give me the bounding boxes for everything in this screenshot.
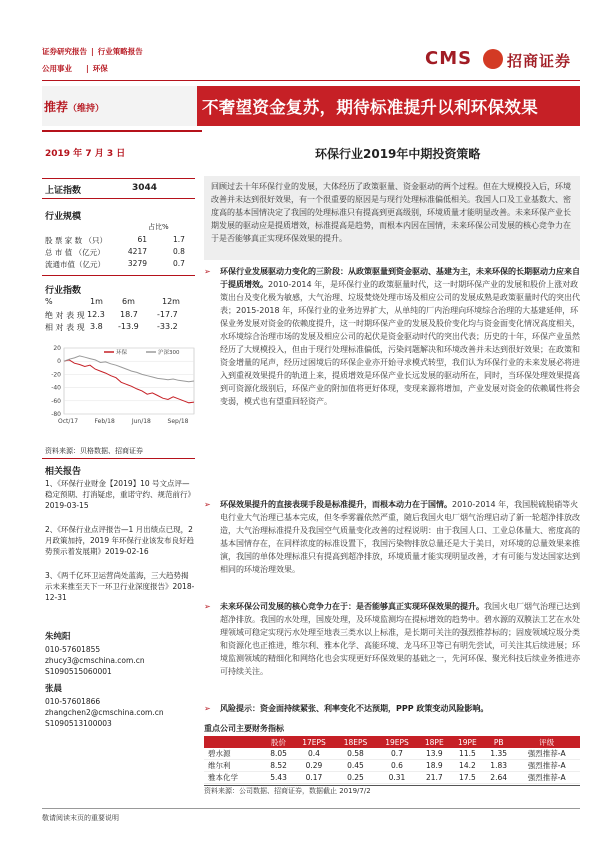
analyst-name: 张晨 xyxy=(45,684,63,694)
report-date: 2019 年 7 月 3 日 xyxy=(45,149,126,159)
rating-note: （维持） xyxy=(68,104,105,114)
perf-row-label: 绝 对 表 现 xyxy=(45,311,85,320)
table-cell: 0.7 xyxy=(376,748,418,760)
table-cell: 13.9 xyxy=(418,748,451,760)
bullet-paragraph-2 xyxy=(204,498,580,576)
chart-source: 资料来源：贝格数据、招商证券 xyxy=(45,447,143,455)
logo-cn-text: 招商证券 xyxy=(507,52,572,70)
scale-row-label: 股 票 家 数 （只） xyxy=(45,236,108,245)
sidebar-divider xyxy=(42,458,195,459)
related-report-3[interactable]: 3、《两千亿环卫运营尚处蓝海，三大趋势揭示未来推至天下一环卫行业深度报告》2018-12-31 xyxy=(45,571,195,602)
sidebar-divider xyxy=(42,198,195,199)
arrow-bullet-icon: ➢ xyxy=(204,704,211,713)
table-cell: 8.05 xyxy=(264,748,293,760)
perf-head-12m: 12m xyxy=(162,297,180,306)
arrow-bullet-icon: ➢ xyxy=(204,267,211,276)
table-header: PB xyxy=(484,736,513,748)
table-cell: 1.35 xyxy=(484,748,513,760)
perf-row-value: -33.2 xyxy=(157,322,178,331)
related-title: 相关报告 xyxy=(45,467,82,477)
performance-chart xyxy=(42,340,197,432)
analyst-email[interactable]: zhangchen2@cmschina.com.cn xyxy=(45,708,164,717)
table-cell: 21.7 xyxy=(418,772,451,784)
bullet-paragraph-1 xyxy=(204,265,580,408)
x-tick-label: Oct/17 xyxy=(57,418,79,425)
scale-row-label: 总 市 值 （亿元） xyxy=(45,248,105,257)
arrow-bullet-icon: ➢ xyxy=(204,602,211,611)
logo-cms-text: CMS xyxy=(425,48,473,69)
table-header: 18EPS xyxy=(335,736,377,748)
bullet-1-text: 2010-2014 年，是环保行业的政策驱量时代，这一时期环保产业的发展和股价上涨对政策出台及变化极为敏感，大气治理、垃圾焚烧处理市场及相应公司的发展成熟是政策驱量时代的突出代表；2015-2018 年，环保行业的业务边界扩大，从单纯的厂内治理向环境综合治理的大基建延伸，环保业务发展对资金的依赖度提升，这一时期环保产业的发展及股价变化均与资金面变化情况高度相关，水环境综合治理市场的发展及相应公司的起伏是资金驱动时代的突出代表；历史的十年，环保产业虽然经历了大规模投入，但由于现行处理标准偏低，污染问题解决和环境改善并未达到很好效果；在政策和资金增量的尾声，经历过困境后的环保企业亦开始寻求模式转型，我们认为环保行业的未来发展必将进入到重视效果提升的轨道上来，提质增效是环保产业长远发展的驱动所在，同时，当环保处理效果提高到可资源化级别后，环保产业的附加值将更好体现，变现来源将增加，产业发展对资金的依赖属性将会变弱，模式也有望重回轻资产。 xyxy=(220,280,580,406)
y-tick-label: -80 xyxy=(51,411,61,418)
bullet-3-heading: 未来环保公司发展的核心竞争力在于：是否能够真正实现环保效果的提升。 xyxy=(220,602,484,611)
perf-row-value: 18.7 xyxy=(120,310,138,319)
table-header xyxy=(204,736,264,748)
table-header: 17EPS xyxy=(293,736,335,748)
scale-pct-header: 占比% xyxy=(148,223,169,231)
legend-label: 沪深300 xyxy=(158,350,180,356)
perf-title: 行业指数 xyxy=(45,286,82,296)
y-tick-label: -40 xyxy=(51,384,61,392)
bullet-paragraph-4 xyxy=(204,702,580,715)
scale-row-pct: 1.7 xyxy=(173,235,185,244)
table-cell: 0.17 xyxy=(293,772,335,784)
table-cell: 强烈推荐-A xyxy=(513,760,580,772)
analyst-email[interactable]: zhucy3@cmschina.com.cn xyxy=(45,656,145,665)
scale-row-value: 61 xyxy=(137,235,147,244)
report-subtitle: 环保行业2019年中期投资策略 xyxy=(315,147,481,161)
tag-research-report: 证券研究报告 xyxy=(42,47,87,56)
y-tick-label: -60 xyxy=(51,397,61,405)
sector-tags: 公用事业 | 环保 xyxy=(42,64,108,73)
y-tick-label: 0 xyxy=(57,358,61,366)
sidebar-divider xyxy=(42,275,195,276)
table-cell: 0.58 xyxy=(335,748,377,760)
chart-frame xyxy=(64,348,194,414)
analyst-cert: S1090513100003 xyxy=(45,719,112,728)
perf-head-1m: 1m xyxy=(90,297,103,306)
risk-warning: 风险提示：资金面持续紧张、利率变化不达预期，PPP 政策变动风险影响。 xyxy=(220,704,489,713)
x-tick-label: Feb/18 xyxy=(94,418,115,425)
table-cell: 0.4 xyxy=(293,748,335,760)
table-cell: 2.64 xyxy=(484,772,513,784)
cms-logo xyxy=(425,46,580,74)
rating-label xyxy=(42,86,197,126)
perf-head-6m: 6m xyxy=(122,297,135,306)
y-tick-label: 20 xyxy=(53,345,61,352)
table-row xyxy=(204,748,580,760)
series-line-huanbao xyxy=(64,360,194,403)
table-cell: 0.29 xyxy=(293,760,335,772)
table-cell: 8.52 xyxy=(264,760,293,772)
footer-disclaimer[interactable]: 敬请阅读末页的重要说明 xyxy=(42,814,119,822)
table-row xyxy=(204,760,580,772)
perf-row-value: -13.9 xyxy=(118,322,139,331)
scale-row-value: 4217 xyxy=(127,247,147,256)
table-title: 重点公司主要财务指标 xyxy=(204,724,284,733)
table-header-row xyxy=(204,736,580,748)
perf-head-unit: % xyxy=(45,297,53,306)
tag-environment: 环保 xyxy=(92,64,108,73)
date-divider xyxy=(42,130,202,132)
table-header: 19EPS xyxy=(376,736,418,748)
financial-table xyxy=(204,736,580,784)
scale-row-pct: 0.8 xyxy=(173,247,185,256)
table-cell: 14.2 xyxy=(451,760,484,772)
scale-row-value: 3279 xyxy=(127,259,147,268)
table-cell: 1.83 xyxy=(484,760,513,772)
table-cell: 5.43 xyxy=(264,772,293,784)
table-cell: 维尔利 xyxy=(204,760,264,772)
table-cell: 0.31 xyxy=(376,772,418,784)
table-header: 19PE xyxy=(451,736,484,748)
x-tick-label: Jun/18 xyxy=(131,418,151,425)
series-line-hs300 xyxy=(64,356,194,382)
title-band xyxy=(42,86,580,126)
table-cell: 11.5 xyxy=(451,748,484,760)
index-label: 上证指数 xyxy=(45,186,82,196)
bullet-paragraph-3 xyxy=(204,600,580,678)
analyst-cert: S1090515060001 xyxy=(45,667,112,676)
table-source: 资料来源：公司数据、招商证券，数据截止 2019/7/2 xyxy=(204,787,371,795)
header-divider xyxy=(42,80,580,81)
table-header: 股价 xyxy=(264,736,293,748)
bullet-3-text: 我国火电厂烟气治理已达到超净排放。我国的水处理，国废处理，及环境监测均在提标增效的趋势中。碧水源的双膜法工艺在水处理领域可稳定实现污水处理至地表三类水以上标准，是长期可关注的强烈推荐标的；固废领域垃圾分类和资源化也正推进，维尔利、雅本化学、高能环境、龙马环卫等已有明先尝试，可关注其后续进展；环境监测领域的精细化和网络化也会实现更好环保效果的基础之一，先河环保、聚光科技后续业务推进亦可持续关注。 xyxy=(220,602,580,676)
rating-text: 推荐 xyxy=(44,100,69,114)
table-cell: 强烈推荐-A xyxy=(513,772,580,784)
perf-row-label: 相 对 表 现 xyxy=(45,323,85,332)
report-title: 不奢望资金复苏，期待标准提升以利环保效果 xyxy=(202,98,538,117)
arrow-bullet-icon: ➢ xyxy=(204,500,211,509)
table-cell: 17.5 xyxy=(451,772,484,784)
analyst-name: 朱纯阳 xyxy=(45,632,71,642)
y-tick-label: -20 xyxy=(51,371,61,379)
footer-divider xyxy=(42,808,580,809)
table-cell: 18.9 xyxy=(418,760,451,772)
related-report-2[interactable]: 2、《环保行业点评报告—1 月出绩点已现，2 月政策加持，2019 年环保行业该发布良好趋势预示着发展期》2019-02-16 xyxy=(45,525,194,556)
x-tick-label: Sep/18 xyxy=(167,418,189,425)
bullet-2-heading: 环保效果提升的直接表现手段是标准提升，而根本动力在于国情。 xyxy=(220,500,452,509)
tag-utilities: 公用事业 xyxy=(42,64,72,73)
analyst-phone: 010-57601866 xyxy=(45,697,101,706)
table-cell: 0.6 xyxy=(376,760,418,772)
tag-strategy-report: 行业策略报告 xyxy=(97,47,143,56)
table-header: 评级 xyxy=(513,736,580,748)
table-cell: 0.45 xyxy=(335,760,377,772)
bullet-1-heading: 环保行业发展驱动力变化的三阶段：从政策驱量到资金驱动、基建为主，未来环保的长期驱动力应来自于提质增效。 xyxy=(220,267,580,289)
table-cell: 碧水源 xyxy=(204,748,264,760)
table-header: 18PE xyxy=(418,736,451,748)
bullet-2-text: 2010-2014 年，我国脱硫脱硝等火电行业大气治理已基本完成，但冬季雾霾依然严重，随后我国火电厂烟气治理启动了新一轮超净排放改造，大气治理标准提升及我国空气质量变化改善的过程说明：由于我国人口、工业总体量大、密度高的基本国情存在，在同样浓度的标准设置下，我国污染物排放总量还是大于美日，对环境的总量效果来推演，我国的单体处理标准只有提高到超净排放，环境质量才能实现明显改善，才有可能与发达国家达到相同的环境治理效果。 xyxy=(220,500,580,574)
table-cell: 0.25 xyxy=(335,772,377,784)
scale-row-pct: 0.7 xyxy=(173,259,185,268)
perf-row-value: -17.7 xyxy=(157,310,178,319)
table-row xyxy=(204,772,580,784)
index-value: 3044 xyxy=(132,183,158,193)
analyst-phone: 010-57601855 xyxy=(45,645,101,654)
scale-title: 行业规模 xyxy=(45,212,82,222)
scale-row xyxy=(45,235,107,246)
related-report-1[interactable]: 1、《环保行业财金【2019】10 号文点评—稳定预期、打消疑虑，重诺守约、规范前行》2019-03-15 xyxy=(45,479,195,510)
perf-row-value: 12.3 xyxy=(87,310,105,319)
sidebar-divider xyxy=(42,178,195,179)
legend-label: 环保 xyxy=(116,350,128,356)
table-cell: 雅本化学 xyxy=(204,772,264,784)
perf-row-value: 3.8 xyxy=(90,322,103,331)
table-cell: 强烈推荐-A xyxy=(513,748,580,760)
logo-emblem-icon xyxy=(483,49,503,69)
scale-row-label: 流通市值（亿元） xyxy=(45,260,105,269)
intro-summary: 回顾过去十年环保行业的发展，大体经历了政策驱量、资金驱动的两个过程。但在大规模投入后，环境改善并未达到很好效果，有一个很重要的原因是与现行处理标准偏低相关。我国人口及工业基数大、密度高的基本国情决定了我国的处理标准只有提高到更高级别，环境质量才能明显改善。未来环保产业长期发展的驱动应是提质增效，标准提高是趋势，而根本内因在国情，未来环保公司发展的核心竞争力在于是否能够真正实现环保效果的提升。 xyxy=(204,176,580,260)
report-type-tags: 证券研究报告 | 行业策略报告 xyxy=(42,47,143,56)
